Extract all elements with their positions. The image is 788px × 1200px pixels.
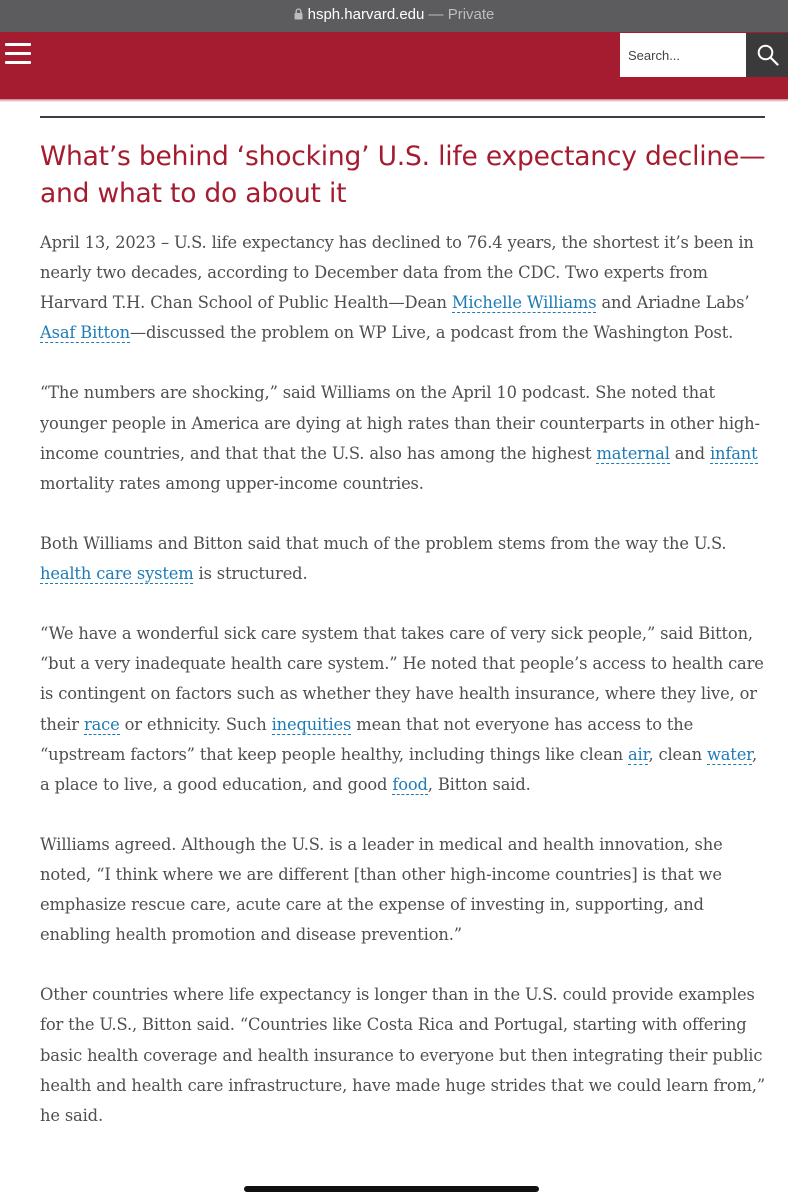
private-label: — Private: [428, 6, 495, 23]
article-paragraph-3: Both Williams and Bitton said that much of the problem stems from the way the U.S. health care system is structured.: [40, 533, 727, 584]
lock-icon: [294, 7, 303, 24]
link-water[interactable]: water: [706, 744, 753, 764]
article-body: [40, 228, 766, 1161]
address-url: hsph.harvard.edu: [307, 6, 425, 23]
site-header: [0, 32, 788, 99]
link-inequities[interactable]: inequities: [271, 714, 352, 734]
article-paragraph-6: Other countries where life expectancy is longer than in the U.S. could provide examples for the U.S., Bitton said. “Countries like Costa Rica and Portugal, starting with offering basic health coverage and health insurance to everyone but then integrating their public health and health care infrastructure, have made huge strides that we could learn from,” he said.: [40, 985, 765, 1125]
link-race[interactable]: race: [83, 714, 120, 734]
link-asaf-bitton[interactable]: Asaf Bitton: [40, 323, 130, 343]
article-paragraph-1: April 13, 2023 – U.S. life expectancy has declined to 76.4 years, the shortest it’s been in nearly two decades, according to December data from the CDC. Two experts from Harvard T.H. Chan School of Public Health—Dean Michelle Williams and Ariadne Labs’ Asaf Bitton—discussed the problem on WP Live, a podcast from the Washington Post.: [40, 233, 754, 343]
link-food[interactable]: food: [392, 774, 428, 794]
link-air[interactable]: air: [628, 744, 649, 764]
search-button[interactable]: [746, 33, 788, 77]
article-paragraph-5: Williams agreed. Although the U.S. is a leader in medical and health innovation, she noted, “I think where we are different [than other high-income countries] is that we emphasize rescue care, acute care at the expense of investing in, supporting, and enabling health promotion and disease prevention.”: [40, 834, 723, 945]
link-maternal[interactable]: maternal: [596, 443, 670, 463]
title-divider: [40, 116, 765, 118]
link-health-care-system[interactable]: health care system: [40, 564, 194, 584]
article-paragraph-4: “We have a wonderful sick care system that takes care of very sick people,” said Bitton, “but a very inadequate health care system.” He noted that people’s access to health care is contingent on factors such as whether they have health insurance, where they live, or their race or ethnicity. Such inequities mean that not everyone has access to the “upstream factors” that keep people healthy, including things like clean air, clean water, a place to live, a good education, and good food, Bitton said.: [40, 624, 764, 794]
menu-icon[interactable]: [5, 42, 33, 68]
home-indicator[interactable]: [244, 1186, 539, 1192]
article-title: What’s behind ‘shocking’ U.S. life expectancy decline—and what to do about it: [40, 141, 766, 209]
link-infant[interactable]: infant: [709, 443, 758, 463]
search-input[interactable]: [620, 33, 746, 77]
link-michelle-williams[interactable]: Michelle Williams: [451, 293, 597, 313]
browser-status-bar: [0, 0, 788, 32]
article-paragraph-2: “The numbers are shocking,” said Williams on the April 10 podcast. She noted that younger people in America are dying at high rates than their counterparts in other high-income countries, and that that the U.S. also has among the highest maternal and infant mortality rates among upper-income countries.: [40, 383, 760, 493]
address-bar[interactable]: [0, 6, 788, 24]
header-shadow: [0, 99, 788, 102]
